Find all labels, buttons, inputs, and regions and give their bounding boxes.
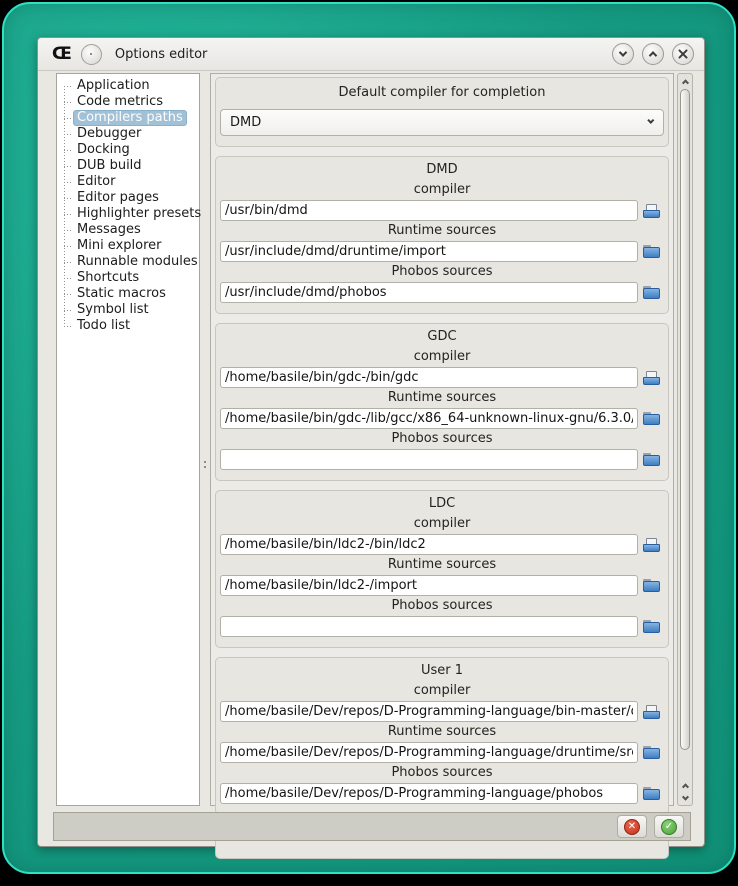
- titlebar[interactable]: [38, 38, 704, 71]
- compiler-group-title: GDC: [427, 329, 457, 344]
- compiler-group: [215, 657, 669, 815]
- sidebar-item-label: Editor pages: [77, 190, 159, 205]
- category-tree: [57, 78, 202, 334]
- path-field: [220, 223, 664, 262]
- scroll-up-button-secondary[interactable]: [678, 779, 692, 792]
- field-label: compiler: [413, 349, 471, 364]
- path-input[interactable]: [220, 701, 638, 722]
- sidebar-item-label: Compilers paths: [73, 110, 187, 126]
- scrollbar-track[interactable]: [678, 88, 692, 779]
- browse-button[interactable]: [638, 282, 664, 303]
- field-label: Phobos sources: [391, 598, 493, 613]
- close-icon: [678, 49, 688, 59]
- field-row: [220, 449, 664, 470]
- folder-icon: [643, 787, 660, 800]
- field-label: Phobos sources: [391, 431, 493, 446]
- window-menu-button[interactable]: [81, 44, 102, 65]
- field-label: Runtime sources: [387, 724, 497, 739]
- browse-button[interactable]: [638, 200, 664, 221]
- path-field: [220, 182, 664, 221]
- maximize-button[interactable]: [642, 43, 664, 65]
- sidebar-item-static-macros[interactable]: [73, 286, 199, 302]
- path-field: [220, 516, 664, 555]
- sidebar-item-application[interactable]: [73, 78, 199, 94]
- sidebar-item-label: Debugger: [77, 126, 142, 141]
- folder-icon: [643, 453, 660, 466]
- footer-bar: [53, 812, 691, 841]
- sidebar-item-mini-explorer[interactable]: [73, 238, 199, 254]
- path-field: [220, 724, 664, 763]
- folder-icon: [643, 746, 660, 759]
- chevron-down-icon: [647, 117, 654, 124]
- sidebar-item-editor-pages[interactable]: [73, 190, 199, 206]
- path-field: [220, 557, 664, 596]
- sidebar-item-label: DUB build: [77, 158, 142, 173]
- open-file-icon: [643, 705, 660, 719]
- folder-icon: [643, 245, 660, 258]
- folder-icon: [643, 579, 660, 592]
- chevron-down-icon: [681, 794, 688, 801]
- field-row: [220, 282, 664, 303]
- browse-button[interactable]: [638, 575, 664, 596]
- path-field: [220, 390, 664, 429]
- chevron-down-icon: [619, 48, 627, 56]
- path-input[interactable]: [220, 449, 638, 470]
- field-row: [220, 701, 664, 722]
- chevron-up-icon: [681, 783, 688, 790]
- browse-button[interactable]: [638, 534, 664, 555]
- path-field: [220, 598, 664, 637]
- path-field: [220, 264, 664, 303]
- field-row: [220, 367, 664, 388]
- sidebar-item-dub-build[interactable]: [73, 158, 199, 174]
- field-label: compiler: [413, 683, 471, 698]
- sidebar-item-label: Editor: [77, 174, 116, 189]
- compiler-group-title: DMD: [426, 162, 458, 177]
- field-row: [220, 575, 664, 596]
- accept-icon: ✓: [661, 819, 677, 835]
- chevron-up-icon: [649, 51, 657, 59]
- sidebar-item-label: Code metrics: [77, 94, 164, 109]
- field-label: Phobos sources: [391, 765, 493, 780]
- sidebar-item-label: Symbol list: [77, 302, 149, 317]
- default-compiler-dropdown[interactable]: [220, 109, 664, 136]
- browse-button[interactable]: [638, 783, 664, 804]
- category-list: [56, 73, 200, 806]
- sidebar-item-shortcuts[interactable]: [73, 270, 199, 286]
- open-file-icon: [643, 204, 660, 218]
- sidebar-item-docking[interactable]: [73, 142, 199, 158]
- path-field: [220, 431, 664, 470]
- settings-panel: [210, 73, 674, 806]
- splitter-handle[interactable]: [201, 73, 210, 806]
- window-controls: [612, 43, 694, 65]
- compiler-group: [215, 156, 669, 314]
- field-row: [220, 200, 664, 221]
- path-input[interactable]: [220, 783, 638, 804]
- path-input[interactable]: [220, 575, 638, 596]
- field-label: Runtime sources: [387, 223, 497, 238]
- folder-icon: [643, 412, 660, 425]
- sidebar-item-code-metrics[interactable]: [73, 94, 199, 110]
- sidebar-item-compilers-paths[interactable]: [73, 110, 199, 126]
- path-input[interactable]: [220, 200, 638, 221]
- sidebar-item-todo-list[interactable]: [73, 318, 199, 334]
- sidebar-item-symbol-list[interactable]: [73, 302, 199, 318]
- window-title: Options editor: [114, 46, 208, 62]
- compiler-group-fields: [220, 516, 664, 637]
- field-label: Runtime sources: [387, 390, 497, 405]
- cancel-button[interactable]: [617, 815, 647, 838]
- path-input[interactable]: [220, 408, 638, 429]
- compiler-group-fields: [220, 683, 664, 804]
- sidebar-item-label: Mini explorer: [77, 238, 162, 253]
- scrollbar-bottom-buttons: [678, 779, 692, 805]
- minimize-button[interactable]: [612, 43, 634, 65]
- folder-icon: [643, 286, 660, 299]
- browse-button[interactable]: [638, 449, 664, 470]
- menu-dot-icon: [90, 53, 92, 55]
- field-label: Runtime sources: [387, 557, 497, 572]
- sidebar-item-label: Application: [77, 78, 150, 93]
- sidebar-item-label: Highlighter presets: [77, 206, 202, 221]
- field-row: [220, 408, 664, 429]
- browse-button[interactable]: [638, 241, 664, 262]
- path-field: [220, 683, 664, 722]
- field-row: [220, 616, 664, 637]
- cancel-icon: ✕: [624, 819, 640, 835]
- vertical-scrollbar[interactable]: [677, 73, 693, 806]
- chevron-up-icon: [681, 79, 688, 86]
- path-field: [220, 765, 664, 804]
- browse-button[interactable]: [638, 616, 664, 637]
- path-input[interactable]: [220, 241, 638, 262]
- sidebar-item-label: Todo list: [77, 318, 131, 333]
- scroll-up-button[interactable]: [678, 74, 692, 88]
- sidebar-item-messages[interactable]: [73, 222, 199, 238]
- compiler-group-fields: [220, 182, 664, 303]
- sidebar-item-editor[interactable]: [73, 174, 199, 190]
- desktop-background: [2, 2, 736, 874]
- compiler-group-title: LDC: [428, 496, 456, 511]
- browse-button[interactable]: [638, 408, 664, 429]
- open-file-icon: [643, 371, 660, 385]
- sidebar-item-highlighter-presets[interactable]: [73, 206, 202, 222]
- default-compiler-group: [215, 77, 669, 147]
- compiler-groups-container: [215, 156, 669, 859]
- field-row: [220, 742, 664, 763]
- sidebar-item-label: Shortcuts: [77, 270, 140, 285]
- path-input[interactable]: [220, 534, 638, 555]
- field-label: compiler: [413, 516, 471, 531]
- accept-button[interactable]: [654, 815, 684, 838]
- close-button[interactable]: [672, 43, 694, 65]
- sidebar-item-runnable-modules[interactable]: [73, 254, 199, 270]
- browse-button[interactable]: [638, 701, 664, 722]
- field-label: compiler: [413, 182, 471, 197]
- compiler-group: [215, 490, 669, 648]
- compiler-group-title: User 1: [420, 663, 464, 678]
- sidebar-item-label: Static macros: [77, 286, 166, 301]
- field-row: [220, 534, 664, 555]
- open-file-icon: [643, 538, 660, 552]
- compiler-group-fields: [220, 349, 664, 470]
- path-field: [220, 349, 664, 388]
- path-input[interactable]: [220, 367, 638, 388]
- folder-icon: [643, 620, 660, 633]
- field-row: [220, 241, 664, 262]
- field-row: [220, 783, 664, 804]
- field-label: Phobos sources: [391, 264, 493, 279]
- browse-button[interactable]: [638, 367, 664, 388]
- default-compiler-group-title: Default compiler for completion: [338, 85, 546, 100]
- path-input[interactable]: [220, 742, 638, 763]
- scroll-down-button[interactable]: [678, 792, 692, 805]
- dropdown-selected-value: DMD: [230, 115, 262, 130]
- sidebar-item-debugger[interactable]: [73, 126, 199, 142]
- app-icon: Œ: [52, 43, 71, 64]
- browse-button[interactable]: [638, 742, 664, 763]
- options-editor-window: [37, 37, 705, 847]
- path-input[interactable]: [220, 282, 638, 303]
- sidebar-item-label: Runnable modules: [77, 254, 198, 269]
- sidebar-item-label: Messages: [77, 222, 141, 237]
- path-input[interactable]: [220, 616, 638, 637]
- sidebar-item-label: Docking: [77, 142, 130, 157]
- scrollbar-thumb[interactable]: [680, 89, 690, 750]
- compiler-group: [215, 323, 669, 481]
